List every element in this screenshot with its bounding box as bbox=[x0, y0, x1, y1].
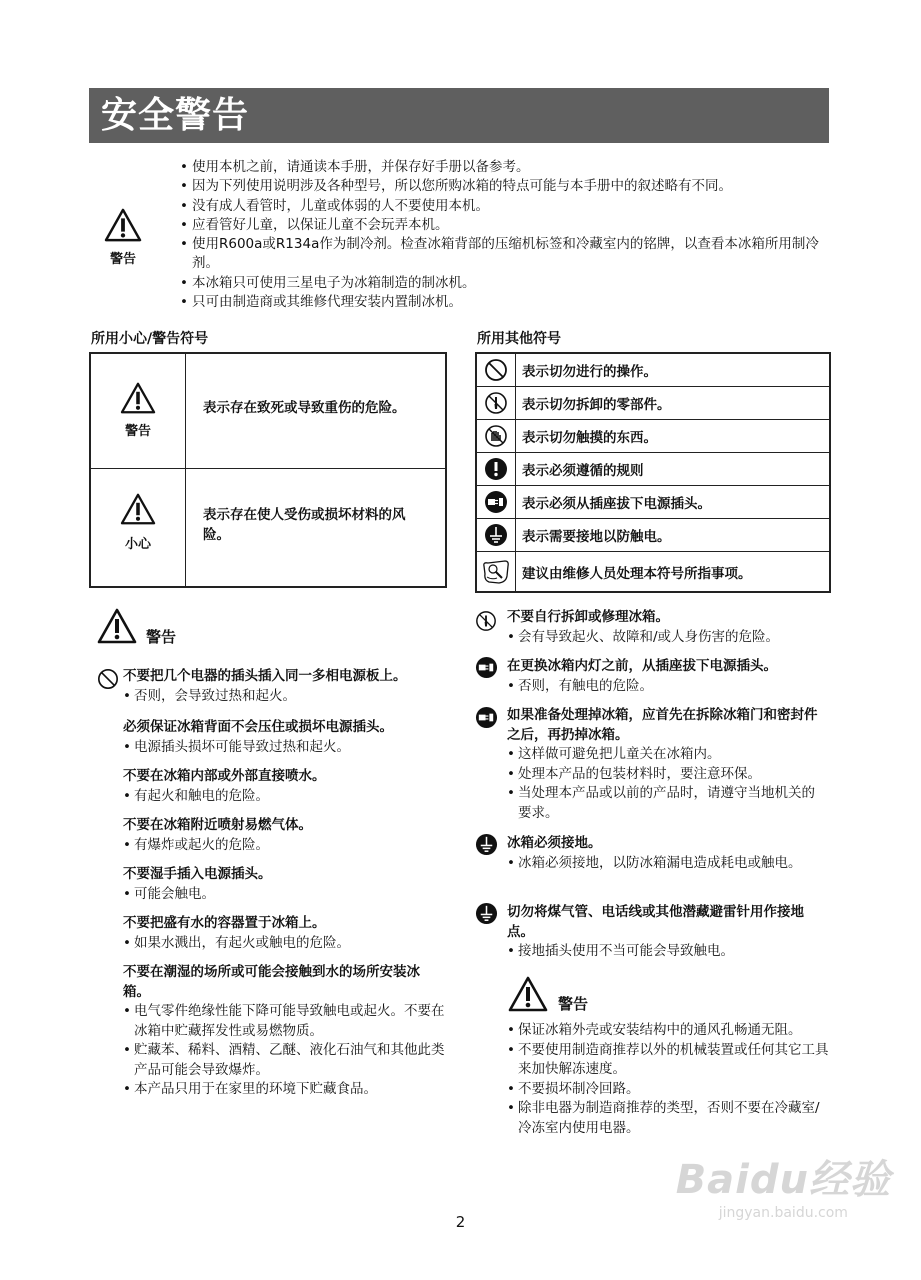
item-bullet: • 有起火和触电的危险。 bbox=[123, 787, 453, 807]
caution-symbols-title: 所用小心/警告符号 bbox=[91, 331, 209, 347]
no-touch-icon bbox=[484, 424, 508, 448]
right-warning-list bbox=[507, 1021, 829, 1138]
mandatory-icon bbox=[484, 457, 508, 481]
caution-row-caution bbox=[91, 469, 445, 586]
right-item bbox=[507, 706, 825, 823]
item-title: 不要把盛有水的容器置于冰箱上。 bbox=[123, 915, 326, 931]
left-warning-item bbox=[123, 816, 453, 855]
page-number: 2 bbox=[455, 1213, 466, 1231]
intro-bullet: • 只可由制造商或其维修代理安装内置制冰机。 bbox=[180, 293, 830, 312]
warning-triangle-icon bbox=[97, 608, 137, 644]
item-bullet: • 保证冰箱外壳或安装结构中的通风孔畅通无阻。 bbox=[507, 1021, 829, 1041]
other-symbols-title: 所用其他符号 bbox=[477, 331, 561, 347]
warning-triangle-icon bbox=[120, 382, 156, 414]
right-item bbox=[507, 657, 832, 696]
watermark bbox=[676, 1148, 891, 1221]
ground-icon bbox=[475, 902, 498, 925]
item-bullet: • 会有导致起火、故障和/或人身伤害的危险。 bbox=[507, 628, 832, 648]
symbol-row bbox=[477, 486, 829, 519]
caution-row-text: 表示存在致死或导致重伤的危险。 bbox=[203, 400, 406, 416]
intro-bullet: • 没有成人看管时，儿童或体弱的人不要使用本机。 bbox=[180, 197, 830, 216]
symbol-row-text: 建议由维修人员处理本符号所指事项。 bbox=[522, 565, 752, 582]
right-item bbox=[507, 903, 825, 962]
left-warning-item bbox=[123, 718, 453, 757]
warning-triangle-icon bbox=[508, 976, 548, 1012]
symbol-row bbox=[477, 420, 829, 453]
caution-symbols-table bbox=[89, 352, 447, 588]
right-item bbox=[507, 834, 825, 873]
left-warning-item bbox=[123, 767, 453, 806]
item-bullet: • 有爆炸或起火的危险。 bbox=[123, 836, 453, 856]
intro-warning-label: 警告 bbox=[109, 252, 136, 267]
item-bullet: • 这样做可避免把儿童关在冰箱内。 bbox=[507, 745, 825, 765]
left-warning-item bbox=[123, 963, 445, 1100]
symbol-row bbox=[477, 453, 829, 486]
symbol-row bbox=[477, 354, 829, 387]
item-bullet: • 当处理本产品或以前的产品时，请遵守当地机关的要求。 bbox=[507, 784, 825, 823]
item-title: 不要湿手插入电源插头。 bbox=[123, 866, 272, 882]
item-title: 在更换冰箱内灯之前，从插座拔下电源插头。 bbox=[507, 658, 777, 674]
symbol-row-text: 表示切勿进行的操作。 bbox=[522, 364, 657, 380]
ground-icon bbox=[475, 833, 498, 856]
caution-row-text: 表示存在使人受伤或损坏材料的风险。 bbox=[203, 507, 406, 543]
right-item bbox=[507, 608, 832, 647]
right-warning-heading: 警告 bbox=[558, 995, 589, 1013]
left-warning-item bbox=[123, 865, 453, 904]
caution-row-warning bbox=[91, 354, 445, 469]
item-bullet: • 贮藏苯、稀料、酒精、乙醚、液化石油气和其他此类产品可能会导致爆炸。 bbox=[123, 1041, 445, 1080]
symbol-row bbox=[477, 387, 829, 420]
intro-bullet: • 本冰箱只可使用三星电子为冰箱制造的制冰机。 bbox=[180, 274, 830, 293]
left-warning-heading: 警告 bbox=[146, 628, 177, 646]
intro-bullet-list bbox=[180, 158, 830, 312]
item-bullet: • 否则，有触电的危险。 bbox=[507, 677, 832, 697]
intro-bullet: • 因为下列使用说明涉及各种型号，所以您所购冰箱的特点可能与本手册中的叙述略有不同。 bbox=[180, 177, 830, 196]
item-bullet: • 不要损坏制冷回路。 bbox=[507, 1080, 829, 1100]
caution-row-label: 警告 bbox=[124, 424, 151, 439]
symbol-row-text: 表示切勿拆卸的零部件。 bbox=[522, 397, 671, 413]
item-bullet: • 否则，会导致过热和起火。 bbox=[123, 687, 453, 707]
symbol-row bbox=[477, 519, 829, 552]
item-bullet: • 除非电器为制造商推荐的类型，否则不要在冷藏室/冷冻室内使用电器。 bbox=[507, 1099, 829, 1138]
item-title: 不要自行拆卸或修理冰箱。 bbox=[507, 609, 669, 625]
left-warning-item bbox=[123, 667, 453, 706]
warning-triangle-icon bbox=[104, 208, 142, 242]
symbol-row-text: 表示需要接地以防触电。 bbox=[522, 529, 671, 545]
item-title: 切勿将煤气管、电话线或其他潜藏避雷针用作接地点。 bbox=[507, 904, 804, 940]
no-disassembly-icon bbox=[475, 610, 497, 632]
unplug-icon bbox=[475, 656, 498, 679]
symbol-row-text: 表示必须遵循的规则 bbox=[522, 463, 644, 479]
item-title: 冰箱必须接地。 bbox=[507, 835, 602, 851]
other-symbols-table bbox=[475, 352, 831, 593]
ground-icon bbox=[484, 523, 508, 547]
item-bullet: • 本产品只用于在家里的环境下贮藏食品。 bbox=[123, 1080, 445, 1100]
no-disassembly-icon bbox=[484, 391, 508, 415]
item-bullet: • 可能会触电。 bbox=[123, 885, 453, 905]
left-warning-item bbox=[123, 914, 453, 953]
intro-bullet: • 使用本机之前，请通读本手册，并保存好手册以备参考。 bbox=[180, 158, 830, 177]
caution-row-label: 小心 bbox=[124, 537, 151, 552]
prohibited-icon bbox=[484, 358, 508, 382]
item-bullet: • 电源插头损坏可能导致过热和起火。 bbox=[123, 738, 453, 758]
page-title: 安全警告 bbox=[89, 88, 829, 143]
watermark-url: jingyan.baidu.com bbox=[718, 1205, 848, 1221]
unplug-icon bbox=[484, 490, 508, 514]
item-title: 必须保证冰箱背面不会压住或损坏电源插头。 bbox=[123, 719, 393, 735]
watermark-brand: Baidu经验 bbox=[675, 1157, 891, 1203]
item-title: 不要把几个电器的插头插入同一多相电源板上。 bbox=[123, 668, 407, 684]
prohibited-icon bbox=[97, 668, 119, 690]
item-title: 如果准备处理掉冰箱，应首先在拆除冰箱门和密封件之后，再扔掉冰箱。 bbox=[507, 707, 818, 743]
service-icon bbox=[481, 558, 511, 586]
item-title: 不要在冰箱附近喷射易燃气体。 bbox=[123, 817, 312, 833]
item-bullet: • 电气零件绝缘性能下降可能导致触电或起火。不要在冰箱中贮藏挥发性或易燃物质。 bbox=[123, 1002, 445, 1041]
caution-triangle-icon bbox=[120, 493, 156, 525]
intro-warning bbox=[103, 208, 143, 267]
symbol-row bbox=[477, 552, 829, 591]
item-bullet: • 接地插头使用不当可能会导致触电。 bbox=[507, 942, 825, 962]
unplug-icon bbox=[475, 706, 498, 729]
item-bullet: • 不要使用制造商推荐以外的机械装置或任何其它工具来加快解冻速度。 bbox=[507, 1041, 829, 1080]
item-bullet: • 冰箱必须接地，以防冰箱漏电造成耗电或触电。 bbox=[507, 854, 825, 874]
intro-bullet: • 使用R600a或R134a作为制冷剂。检查冰箱背部的压缩机标签和冷藏室内的铭牌，以查看本冰箱所用制冷剂。 bbox=[180, 235, 830, 274]
item-bullet: • 处理本产品的包装材料时，要注意环保。 bbox=[507, 765, 825, 785]
symbol-row-text: 表示必须从插座拔下电源插头。 bbox=[522, 496, 711, 512]
intro-bullet: • 应看管好儿童，以保证儿童不会玩弄本机。 bbox=[180, 216, 830, 235]
item-title: 不要在冰箱内部或外部直接喷水。 bbox=[123, 768, 326, 784]
symbol-row-text: 表示切勿触摸的东西。 bbox=[522, 430, 657, 446]
item-bullet: • 如果水溅出，有起火或触电的危险。 bbox=[123, 934, 453, 954]
item-title: 不要在潮湿的场所或可能会接触到水的场所安装冰箱。 bbox=[123, 964, 420, 1000]
